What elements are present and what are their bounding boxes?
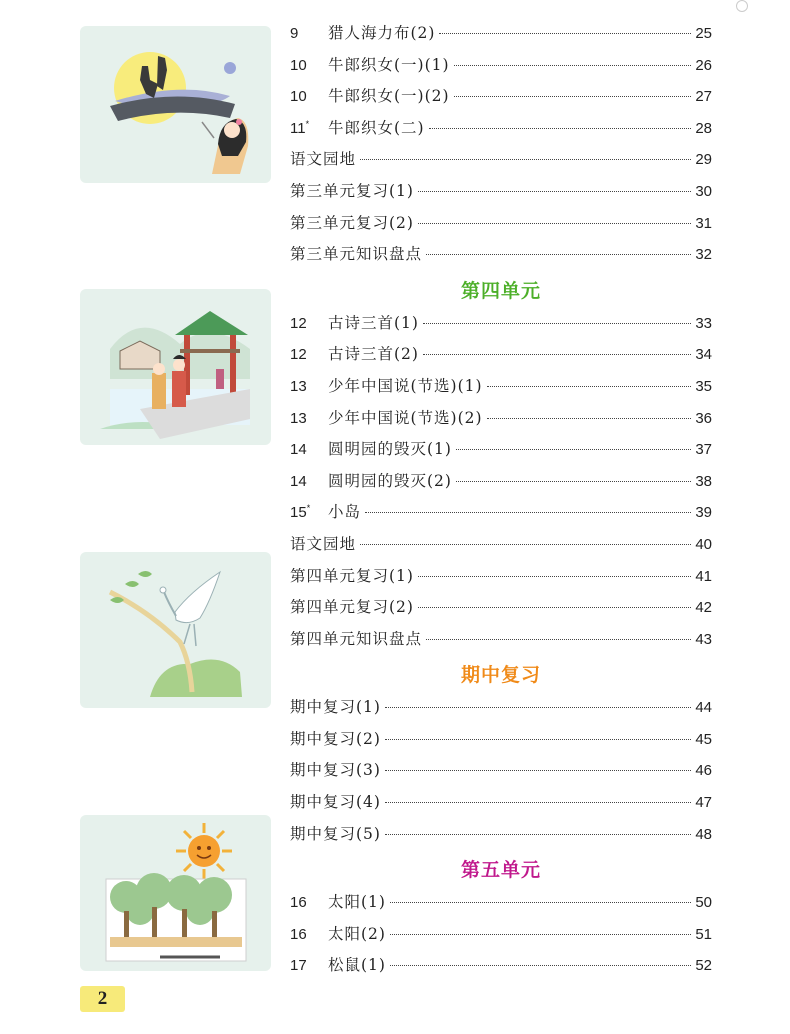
illustration-panel-4 <box>80 815 271 971</box>
section-heading: 第五单元 <box>460 859 541 882</box>
entry-title: 语文园地 <box>290 150 357 169</box>
illustration-panel-3 <box>80 552 271 708</box>
toc-entry[interactable] <box>290 822 712 854</box>
dot-leader <box>426 254 691 255</box>
toc-entry[interactable] <box>290 953 712 985</box>
lesson-number-value: 16 <box>290 925 307 943</box>
illustration-panel-1 <box>80 26 271 183</box>
entry-page-number: 47 <box>695 794 712 812</box>
toc-entry[interactable] <box>290 179 712 211</box>
entry-page-number: 36 <box>695 409 712 427</box>
dot-leader <box>456 481 691 482</box>
toc-entry[interactable] <box>290 922 712 954</box>
toc-entry[interactable] <box>290 890 712 922</box>
entry-title: 太阳(1) <box>328 893 386 912</box>
entry-page-number: 34 <box>695 346 712 364</box>
entry-page-number: 26 <box>695 56 712 74</box>
toc-entry[interactable] <box>290 437 712 469</box>
lesson-number <box>290 926 328 943</box>
entry-page-number: 28 <box>695 119 712 137</box>
dot-leader <box>423 323 691 324</box>
entry-page-number: 27 <box>695 88 712 106</box>
lesson-number-value: 11 <box>290 119 306 137</box>
toc-entry[interactable] <box>290 695 712 727</box>
entry-page-number: 46 <box>695 762 712 780</box>
entry-title: 牛郎织女(一)(1) <box>328 55 450 74</box>
page-number-badge: 2 <box>80 986 125 1012</box>
optional-lesson-star: * <box>305 118 310 129</box>
entry-page-number: 35 <box>695 377 712 395</box>
dot-leader <box>385 770 691 771</box>
lesson-number <box>290 473 328 490</box>
lesson-number-value: 15 <box>290 504 307 522</box>
dot-leader <box>439 33 691 34</box>
entry-page-number: 44 <box>695 699 712 717</box>
dot-leader <box>418 223 691 224</box>
dot-leader <box>385 834 691 835</box>
dot-leader <box>418 607 691 608</box>
dot-leader <box>390 965 691 966</box>
entry-page-number: 45 <box>695 730 712 748</box>
lesson-number-value: 9 <box>290 25 299 42</box>
entry-page-number: 50 <box>695 894 712 912</box>
entry-page-number: 51 <box>695 925 712 943</box>
entry-title: 第四单元复习(1) <box>290 566 414 585</box>
toc-entry[interactable] <box>290 116 712 148</box>
lesson-number <box>290 119 328 137</box>
toc-entry[interactable] <box>290 311 712 343</box>
pavilion-garden-illustration <box>80 289 271 445</box>
dot-leader <box>385 707 691 708</box>
toc-entry[interactable] <box>290 595 712 627</box>
entry-title: 第三单元知识盘点 <box>290 245 423 264</box>
toc-entry[interactable] <box>290 84 712 116</box>
dot-leader <box>390 934 691 935</box>
entry-title: 牛郎织女(二) <box>328 118 425 137</box>
toc-entry[interactable] <box>290 532 712 564</box>
toc-entry[interactable] <box>290 469 712 501</box>
toc-entry[interactable] <box>290 564 712 596</box>
lesson-number-value: 13 <box>290 377 307 395</box>
toc-entry[interactable] <box>290 374 712 406</box>
entry-page-number: 31 <box>695 214 712 232</box>
lesson-number-value: 13 <box>290 409 307 427</box>
toc-entry[interactable] <box>290 727 712 759</box>
lesson-number-value: 10 <box>290 88 307 106</box>
toc-entry[interactable] <box>290 53 712 85</box>
toc-entry[interactable] <box>290 758 712 790</box>
entry-title: 松鼠(1) <box>328 956 386 975</box>
entry-title: 期中复习(3) <box>290 761 381 780</box>
entry-page-number: 43 <box>695 630 712 648</box>
toc-entry[interactable] <box>290 406 712 438</box>
table-of-contents <box>290 21 712 985</box>
section-heading: 第四单元 <box>460 279 541 302</box>
lesson-number <box>290 503 328 521</box>
entry-title: 第四单元知识盘点 <box>290 629 423 648</box>
lesson-number <box>290 441 328 458</box>
entry-title: 期中复习(5) <box>290 824 381 843</box>
cowherd-weaver-moon-illustration <box>80 26 271 183</box>
entry-title: 期中复习(2) <box>290 729 381 748</box>
dot-leader <box>456 449 691 450</box>
entry-page-number: 41 <box>695 567 712 585</box>
entry-title: 语文园地 <box>290 534 357 553</box>
dot-leader <box>385 739 691 740</box>
lesson-number-value: 14 <box>290 441 307 459</box>
entry-page-number: 40 <box>695 535 712 553</box>
toc-entry[interactable] <box>290 627 712 659</box>
dot-leader <box>360 159 691 160</box>
toc-entry[interactable] <box>290 790 712 822</box>
entry-title: 太阳(2) <box>328 924 386 943</box>
sun-forest-illustration <box>80 815 271 971</box>
entry-page-number: 30 <box>695 182 712 200</box>
entry-page-number: 38 <box>695 472 712 490</box>
lesson-number <box>290 346 328 363</box>
dot-leader <box>429 128 692 129</box>
entry-title: 猎人海力布(2) <box>328 24 436 42</box>
toc-entry[interactable] <box>290 147 712 179</box>
dot-leader <box>454 65 692 66</box>
dot-leader <box>418 191 691 192</box>
entry-title: 期中复习(1) <box>290 698 381 717</box>
entry-title: 圆明园的毁灭(1) <box>328 440 452 459</box>
lesson-number <box>290 378 328 395</box>
dot-leader <box>390 902 691 903</box>
entry-page-number: 33 <box>695 314 712 332</box>
toc-entry[interactable] <box>290 242 712 274</box>
entry-page-number: 42 <box>695 599 712 617</box>
toc-entry[interactable] <box>290 342 712 374</box>
toc-entry[interactable] <box>290 500 712 532</box>
lesson-number <box>290 25 328 42</box>
dot-leader <box>385 802 691 803</box>
entry-title: 第四单元复习(2) <box>290 598 414 617</box>
entry-title: 第三单元复习(2) <box>290 213 414 232</box>
toc-entry[interactable] <box>290 21 712 53</box>
entry-page-number: 37 <box>695 441 712 459</box>
lesson-number-value: 14 <box>290 472 307 490</box>
lesson-number <box>290 88 328 105</box>
entry-page-number: 29 <box>695 151 712 169</box>
entry-title: 小岛 <box>328 503 362 522</box>
dot-leader <box>360 544 691 545</box>
entry-title: 少年中国说(节选)(1) <box>328 376 483 395</box>
dot-leader <box>426 639 691 640</box>
dot-leader <box>418 576 691 577</box>
lesson-number-value: 16 <box>290 894 307 912</box>
lesson-number-value: 17 <box>290 957 307 975</box>
entry-page-number: 25 <box>695 25 712 42</box>
entry-title: 第三单元复习(1) <box>290 181 414 200</box>
lesson-number <box>290 957 328 974</box>
entry-title: 古诗三首(2) <box>328 345 419 364</box>
lesson-number <box>290 315 328 332</box>
lesson-number-value: 10 <box>290 56 307 74</box>
entry-page-number: 52 <box>695 957 712 975</box>
dot-leader <box>487 418 692 419</box>
dot-leader <box>365 512 691 513</box>
lesson-number-value: 12 <box>290 346 307 364</box>
entry-title: 牛郎织女(一)(2) <box>328 87 450 106</box>
entry-page-number: 48 <box>695 825 712 843</box>
lesson-number-value: 12 <box>290 314 307 332</box>
dot-leader <box>423 354 691 355</box>
optional-lesson-star: * <box>306 503 311 514</box>
corner-registration-mark <box>736 0 748 12</box>
entry-page-number: 32 <box>695 246 712 264</box>
illustration-panel-2 <box>80 289 271 445</box>
entry-title: 古诗三首(1) <box>328 313 419 332</box>
lesson-number <box>290 57 328 74</box>
crane-branch-illustration <box>80 552 271 708</box>
dot-leader <box>487 386 692 387</box>
entry-page-number: 39 <box>695 504 712 522</box>
entry-title: 少年中国说(节选)(2) <box>328 408 483 427</box>
dot-leader <box>454 96 692 97</box>
toc-entry[interactable] <box>290 211 712 243</box>
entry-title: 圆明园的毁灭(2) <box>328 471 452 490</box>
entry-title: 期中复习(4) <box>290 793 381 812</box>
lesson-number <box>290 894 328 911</box>
lesson-number <box>290 410 328 427</box>
section-heading: 期中复习 <box>460 664 541 687</box>
